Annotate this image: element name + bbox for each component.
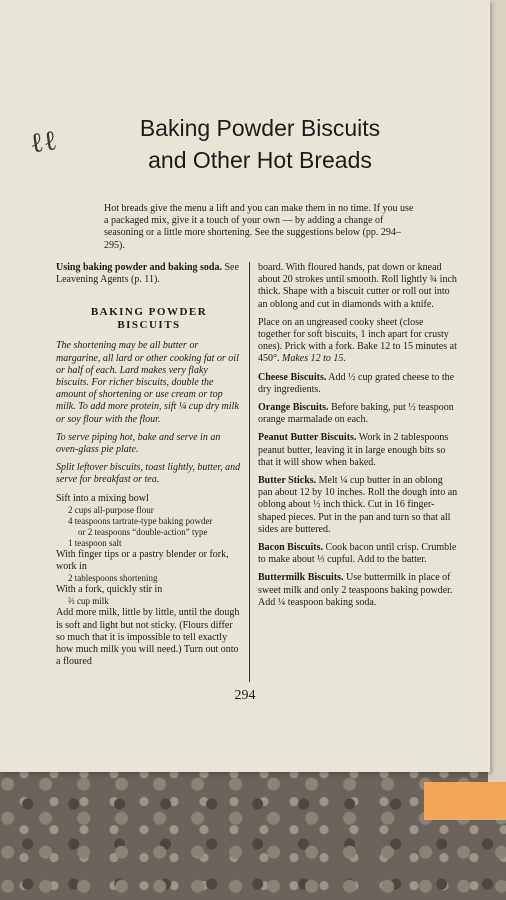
variation-item [258, 475, 458, 536]
handwritten-margin-note: ℓℓ [27, 123, 59, 160]
variations-list [258, 372, 458, 609]
left-column [56, 262, 242, 668]
variation-text: Work in 2 tablespoons peanut butter, leaving it in large enough bits so that it will show when baked. [258, 432, 449, 468]
variation-name: Bacon Biscuits. [258, 542, 324, 554]
variation-text: Melt ¼ cup butter in an oblong pan about 12 by 10 inches. Roll the dough into an oblong about ½ inch thick. Cut in 16 finger-shaped pieces. Put in the pan and turn so that all sides are buttered. [258, 475, 458, 535]
step-add-milk: Add more milk, little by little, until the dough is soft and light but not sticky. (Flours differ so much that it is impossible to tell exactly how much milk you will need.) Turn out onto a floured [56, 607, 240, 668]
variation-text: Use buttermilk in place of sweet milk and only 2 teaspoons baking powder. Add ¼ teaspoon baking soda. [258, 572, 453, 608]
recipe-heading-line-1: BAKING POWDER [90, 306, 208, 319]
variation-text: Cook bacon until crisp. Crumble to make about ⅓ cupful. Add to the batter. [258, 542, 457, 566]
orange-page-tab [424, 782, 506, 820]
ingredient-baking-powder-alt: or 2 teaspoons “double-action” type [78, 526, 208, 537]
recipe-heading-line-2: BISCUITS [117, 319, 181, 332]
title-line-2: and Other Hot Breads [148, 147, 372, 173]
step-sift: Sift into a mixing bowl [56, 492, 149, 504]
step-stir-in: With a fork, quickly stir in [56, 584, 163, 596]
ingredient-shortening: 2 tablespoons shortening [68, 573, 158, 584]
variation-text: Before baking, put ½ teaspoon orange marmalade on each. [258, 402, 454, 426]
variation-item [258, 572, 458, 609]
variation-name: Peanut Butter Biscuits. [258, 432, 357, 444]
step-bake [258, 317, 458, 366]
shortening-note: The shortening may be all butter or margarine, all lard or other cooking fat or oil or half of each. Lard makes very flaky biscuits. For richer biscuits, double the amount of shortening or use cream or top milk. To add more protein, sift ¼ cup dry milk or soy flour with the flour. [56, 340, 239, 425]
serve-note: To serve piping hot, bake and serve in an oven-glass pie plate. [56, 431, 221, 456]
next-page-edge [488, 0, 506, 790]
page-title [100, 112, 420, 176]
variation-item [258, 402, 458, 426]
step-work-in: With finger tips or a pastry blender or fork, work in [56, 548, 229, 573]
leftover-note: Split leftover biscuits, toast lightly, butter, and serve for breakfast or tea. [56, 462, 241, 486]
step-bake-main: Place on an ungreased cooky sheet (close together for soft biscuits, 1 inch apart for crusty ones). Prick with a fork. Bake 12 to 15 minutes at 450°. [258, 316, 457, 365]
right-column [258, 262, 458, 615]
recipe-heading [56, 306, 242, 332]
step-board: board. With floured hands, pat down or knead about 20 strokes until smooth. Roll lightly ¾ inch thick. Shape with a biscuit cutter or roll out into an oblong and cut in diamonds with a knife. [258, 262, 457, 310]
leavening-rest: See Leavening Agents (p. 11). [56, 262, 239, 286]
variation-item [258, 372, 458, 396]
ingredient-salt: 1 teaspoon salt [68, 537, 122, 548]
variation-item [258, 432, 458, 469]
variation-text: Add ½ cup grated cheese to the dry ingredients. [258, 371, 455, 395]
leavening-bold: Using baking powder and baking soda. [56, 262, 222, 273]
variation-name: Orange Biscuits. [258, 402, 329, 414]
page-number: 294 [234, 688, 256, 703]
ingredient-flour: 2 cups all-purpose flour [68, 504, 154, 515]
step-bake-yield: Makes 12 to 15. [282, 353, 346, 365]
ingredient-milk: ⅔ cup milk [68, 596, 109, 607]
leavening-note [56, 262, 242, 286]
variation-name: Butter Sticks. [258, 475, 317, 487]
ingredient-baking-powder: 4 teaspoons tartrate-type baking powder [68, 515, 213, 526]
variation-name: Cheese Biscuits. [258, 371, 327, 383]
title-line-1: Baking Powder Biscuits [139, 115, 381, 141]
variation-item [258, 542, 458, 566]
column-divider [249, 262, 250, 682]
variation-name: Buttermilk Biscuits. [258, 572, 344, 584]
intro-paragraph: Hot breads give the menu a lift and you can make them in no time. If you use a packaged mix, give it a touch of your own — by adding a change of seasoning or a little more shortening. See the suggestions below (pp. 294–295). [104, 203, 414, 251]
